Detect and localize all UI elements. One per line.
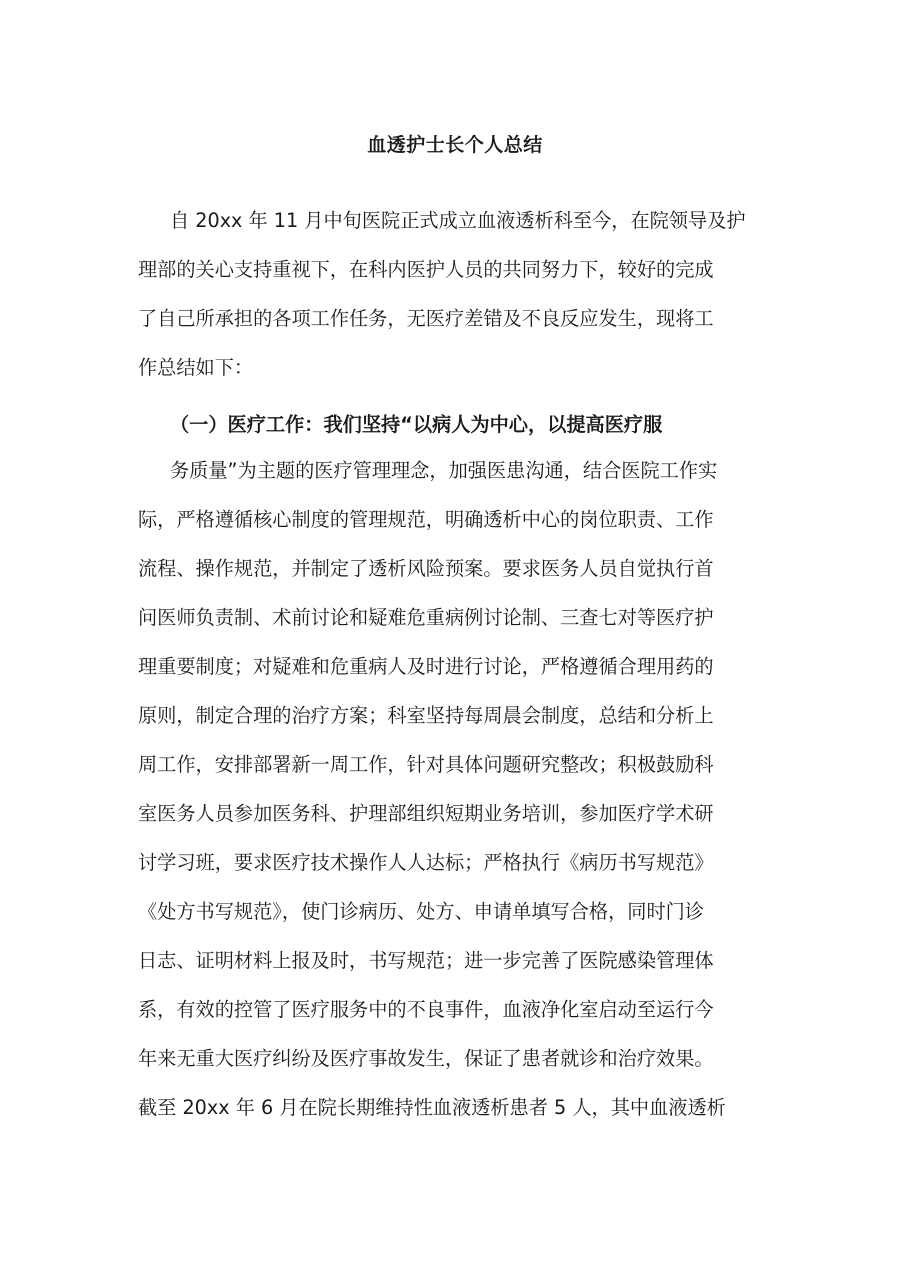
section1-paragraph [138, 446, 778, 1132]
section1-line-4: 问医师负责制、术前讨论和疑难危重病例讨论制、三查七对等医疗护 [138, 606, 714, 629]
intro-line-2: 理部的关心支持重视下，在科内医护人员的共同努力下，较好的完成 [138, 258, 714, 281]
section1-line-3: 流程、操作规范，并制定了透析风险预案。要求医务人员自觉执行首 [138, 557, 714, 580]
section1-heading: （一）医疗工作：我们坚持“以病人为中心，以提高医疗服 [170, 413, 663, 436]
intro-line-1: 自 20xx 年 11 月中旬医院正式成立血液透析科至今，在院领导及护 [170, 209, 746, 232]
section1-line-9: 讨学习班，要求医疗技术操作人人达标；严格执行《病历书写规范》 [138, 851, 714, 874]
section1-line-13: 年来无重大医疗纠纷及医疗事故发生，保证了患者就诊和治疗效果。 [138, 1047, 714, 1070]
section1-line-2: 际，严格遵循核心制度的管理规范，明确透析中心的岗位职责、工作 [138, 508, 714, 531]
section1-line-1: 务质量”为主题的医疗管理理念，加强医患沟通，结合医院工作实 [170, 459, 718, 482]
section1-line-5: 理重要制度；对疑难和危重病人及时进行讨论，严格遵循合理用药的 [138, 655, 714, 678]
intro-paragraph [138, 196, 778, 392]
section1-line-10: 《处方书写规范》，使门诊病历、处方、申请单填写合格，同时门诊 [138, 900, 705, 923]
document-title: 血透护士长个人总结 [367, 134, 543, 156]
section1-line-11: 日志、证明材料上报及时，书写规范；进一步完善了医院感染管理体 [138, 949, 714, 972]
section1-line-8: 室医务人员参加医务科、护理部组织短期业务培训，参加医疗学术研 [138, 802, 714, 825]
section1-line-14: 截至 20xx 年 6 月在院长期维持性血液透析患者 5 人，其中血液透析 [138, 1096, 726, 1119]
intro-line-4: 作总结如下： [138, 356, 254, 379]
section1-line-12: 系，有效的控管了医疗服务中的不良事件，血液净化室启动至运行今 [138, 998, 714, 1021]
intro-line-3: 了自己所承担的各项工作任务，无医疗差错及不良反应发生，现将工 [138, 307, 714, 330]
section1-line-6: 原则，制定合理的治疗方案；科室坚持每周晨会制度，总结和分析上 [138, 704, 714, 727]
section1-line-7: 周工作，安排部署新一周工作，针对具体问题研究整改；积极鼓励科 [138, 753, 714, 776]
